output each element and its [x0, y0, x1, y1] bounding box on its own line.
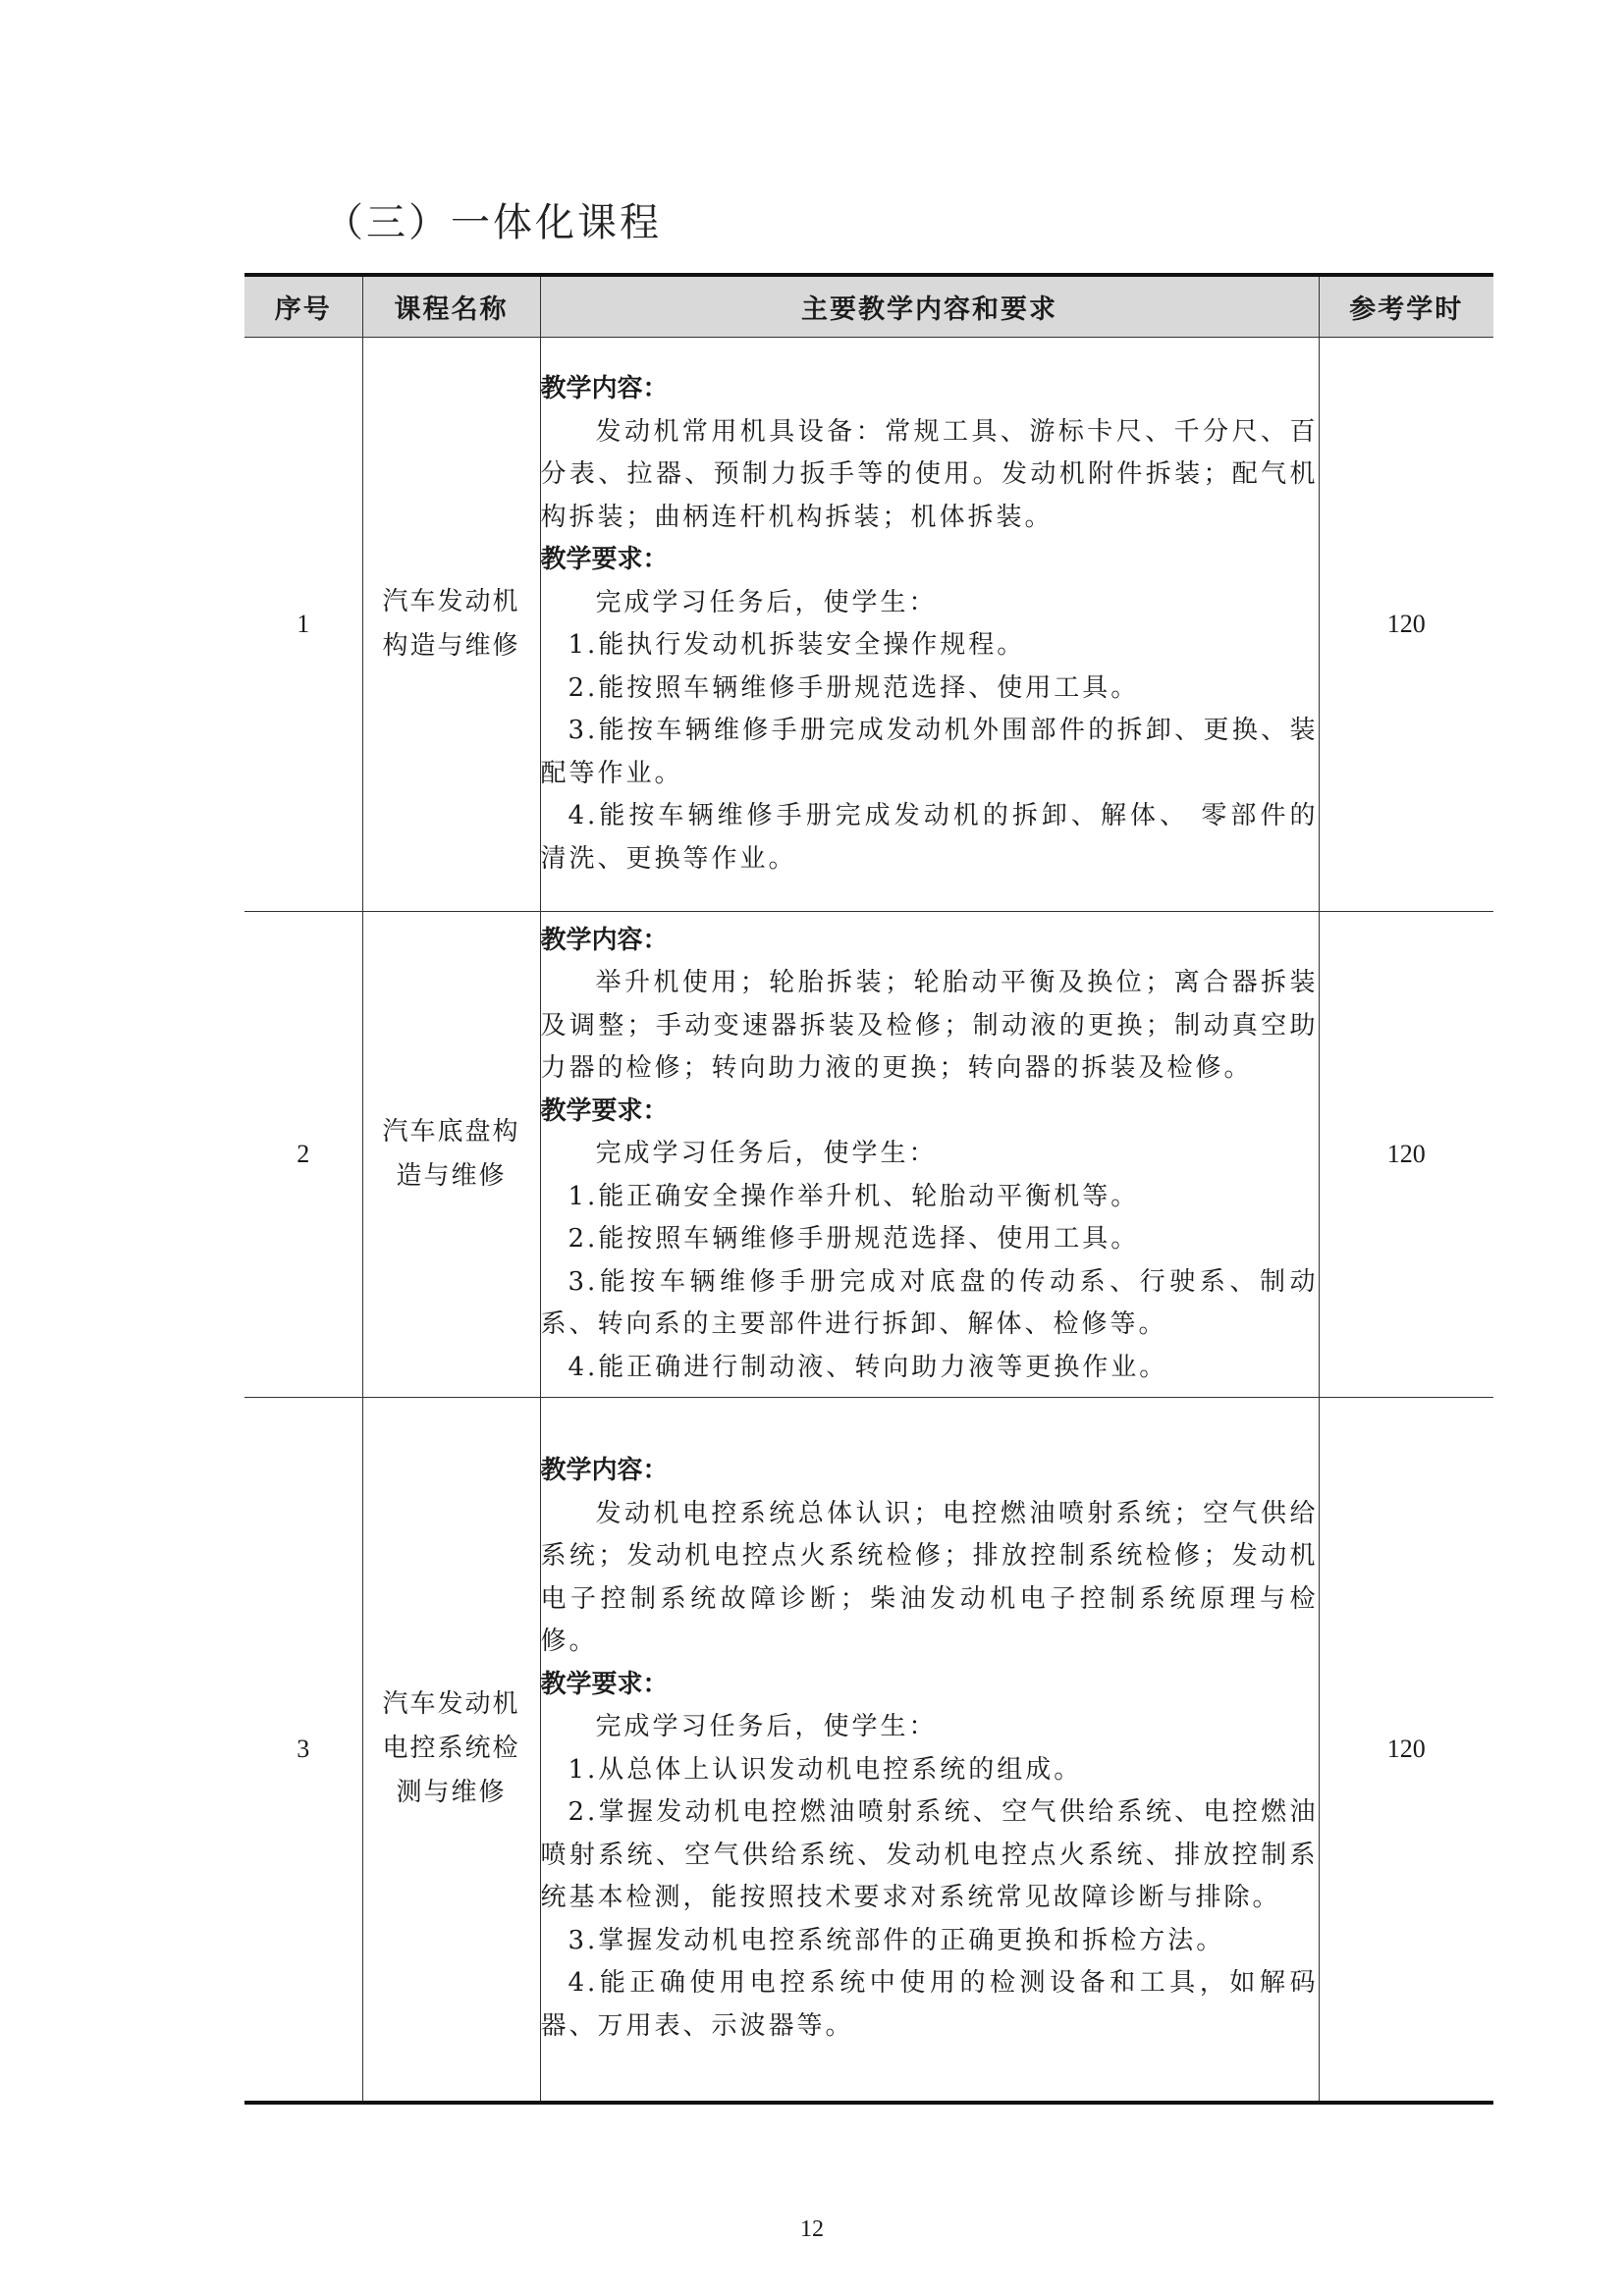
requirement-item: 3.能按车辆维修手册完成对底盘的传动系、行驶系、制动系、转向系的主要部件进行拆卸、解体、检修等。 [540, 1266, 1319, 1340]
requirement-item: 2.掌握发动机电控燃油喷射系统、空气供给系统、电控燃油喷射系统、空气供给系统、发动机电控点火系统、排放控制系统基本检测，能按照技术要求对系统常见故障诊断与排除。 [540, 1797, 1319, 1913]
row-number: 3 [244, 1398, 362, 2103]
requirement-item: 2.能按照车辆维修手册规范选择、使用工具。 [568, 672, 1140, 703]
content-label: 教学内容： [540, 1456, 669, 1486]
requirement-item: 1.能执行发动机拆装安全操作规程。 [568, 630, 1026, 660]
content-text: 发动机常用机具设备：常规工具、游标卡尺、千分尺、百分表、拉器、预制力扳手等的使用。发动机附件拆装；配气机构拆装；曲柄连杆机构拆装；机体拆装。 [540, 416, 1319, 532]
table-row [244, 912, 1493, 1398]
requirement-item: 3.能按车辆维修手册完成发动机外围部件的拆卸、更换、装配等作业。 [540, 716, 1319, 788]
requirement-item: 4.能按车辆维修手册完成发动机的拆卸、解体、 零部件的清洗、更换等作业。 [540, 801, 1319, 874]
content-text: 举升机使用；轮胎拆装；轮胎动平衡及换位；离合器拆装及调整；手动变速器拆装及检修；制动液的更换；制动真空助力器的检修；转向助力液的更换；转向器的拆装及检修。 [540, 968, 1319, 1084]
page-number: 12 [800, 2216, 824, 2242]
requirement-intro: 完成学习任务后，使学生： [595, 1139, 938, 1169]
content-label: 教学内容： [540, 374, 669, 403]
course-name-line: 测与维修 [396, 1778, 507, 1808]
content-label: 教学内容： [540, 925, 669, 955]
header-reference-hours: 参考学时 [1319, 275, 1493, 338]
header-seq: 序号 [244, 275, 362, 338]
reference-hours: 120 [1319, 912, 1493, 1398]
course-content [540, 338, 1319, 912]
course-name [362, 1398, 540, 2103]
course-name-line: 汽车发动机 [382, 587, 520, 616]
table-header-row [244, 275, 1493, 338]
row-number: 2 [244, 912, 362, 1398]
requirement-label: 教学要求： [540, 545, 669, 574]
table-row [244, 338, 1493, 912]
requirement-label: 教学要求： [540, 1095, 669, 1126]
header-content-requirements: 主要教学内容和要求 [540, 275, 1319, 338]
course-name-line: 电控系统检 [382, 1734, 520, 1764]
content-text: 发动机电控系统总体认识；电控燃油喷射系统；空气供给系统；发动机电控点火系统检修；排放控制系统检修；发动机电子控制系统故障诊断；柴油发动机电子控制系统原理与检修。 [540, 1498, 1319, 1657]
course-name [362, 338, 540, 912]
reference-hours: 120 [1319, 338, 1493, 912]
requirement-item: 1.能正确安全操作举升机、轮胎动平衡机等。 [568, 1181, 1140, 1211]
requirement-item: 4.能正确使用电控系统中使用的检测设备和工具，如解码器、万用表、示波器等。 [540, 1968, 1319, 2041]
reference-hours: 120 [1319, 1398, 1493, 2103]
requirement-item: 1.从总体上认识发动机电控系统的组成。 [568, 1754, 1083, 1785]
requirement-label: 教学要求： [540, 1669, 669, 1699]
course-name [362, 912, 540, 1398]
section-title: （三）一体化课程 [324, 200, 662, 245]
course-name-line: 汽车底盘构 [382, 1117, 520, 1147]
course-name-line: 汽车发动机 [382, 1689, 520, 1720]
requirement-item: 2.能按照车辆维修手册规范选择、使用工具。 [568, 1224, 1140, 1255]
course-content [540, 912, 1319, 1398]
course-table [244, 273, 1493, 2105]
course-content [540, 1398, 1319, 2103]
requirement-item: 3.掌握发动机电控系统部件的正确更换和拆检方法。 [568, 1925, 1225, 1955]
row-number: 1 [244, 338, 362, 912]
course-name-line: 造与维修 [396, 1161, 507, 1191]
requirement-intro: 完成学习任务后，使学生： [595, 587, 938, 617]
requirement-intro: 完成学习任务后，使学生： [595, 1712, 938, 1742]
table-row [244, 1398, 1493, 2103]
requirement-item: 4.能正确进行制动液、转向助力液等更换作业。 [568, 1352, 1168, 1382]
header-course-name: 课程名称 [362, 275, 540, 338]
course-name-line: 构造与维修 [382, 631, 520, 661]
